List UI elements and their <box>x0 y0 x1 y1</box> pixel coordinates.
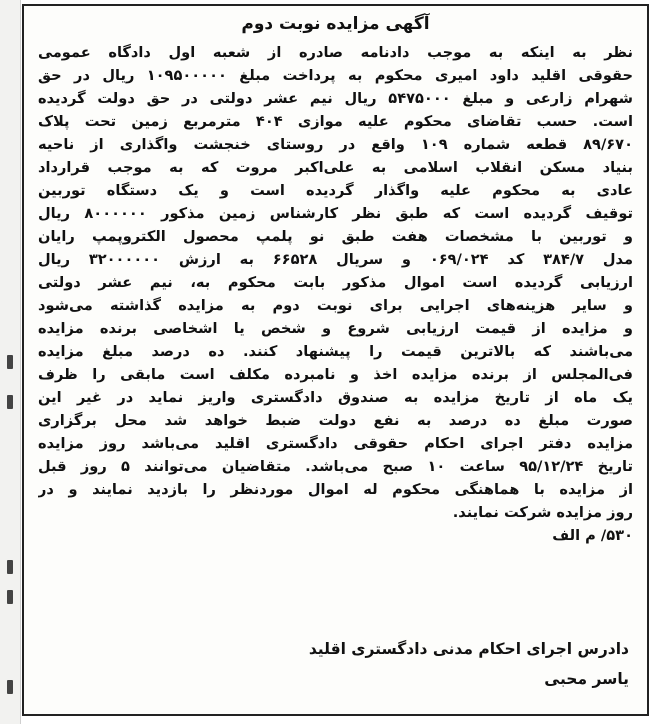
notice-line: و سایر هزینه‌های اجرایی برای نوبت دوم به مزایده گذاشته می‌شود <box>38 297 633 314</box>
signature-block <box>309 634 629 694</box>
edge-mark <box>7 680 13 694</box>
notice-line: از مزایده با هماهنگی محکوم له اموال موردنظر را بازدید نمایند و در <box>38 481 633 498</box>
edge-mark <box>7 560 13 574</box>
notice-body <box>38 41 633 547</box>
notice-line: است. حسب تقاضای محکوم علیه موازی ۴۰۴ مترمربع زمین تحت پلاک <box>38 113 633 130</box>
notice-line: نظر به اینکه به موجب دادنامه صادره از شعبه اول دادگاه عمومی <box>38 44 633 61</box>
edge-mark <box>7 355 13 369</box>
edge-mark <box>7 395 13 409</box>
signature-office: دادرس اجرای احکام مدنی دادگستری اقلید <box>308 640 629 658</box>
notice-line: روز مزایده شرکت نمایند. <box>452 504 633 521</box>
notice-title: آگهی مزایده نوبت دوم <box>241 14 430 34</box>
notice-line: فی‌المجلس از برنده مزایده اخذ و نامبرده مکلف است مابقی را ظرف <box>38 366 633 383</box>
notice-line: مزایده دفتر اجرای احکام حقوقی دادگستری اقلید می‌باشد روز مزایده <box>38 435 633 452</box>
notice-line: یک ماه از تاریخ مزایده به صندوق دادگستری واریز نماید در غیر این <box>38 389 633 406</box>
edge-mark <box>7 590 13 604</box>
notice-line: توقیف گردیده است که طبق نظر کارشناس زمین مذکور ۸۰۰۰۰۰۰ ریال <box>38 205 633 222</box>
notice-line: حقوقی اقلید داود امیری محکوم به پرداخت مبلغ ۱۰۹۵۰۰۰۰۰ ریال در حق <box>38 67 633 84</box>
reference-number: ۵۳۰/ م الف <box>552 527 633 544</box>
notice-line: صورت مبلغ ده درصد به نفع دولت ضبط خواهد شد محل برگزاری <box>38 412 633 429</box>
notice-line: بنیاد مسکن انقلاب اسلامی به علی‌اکبر مروت که به موجب قرارداد <box>38 159 633 176</box>
notice-line: عادی به محکوم علیه واگذار گردیده است و یک دستگاه توربین <box>38 182 633 199</box>
page-edge-strip <box>0 0 21 724</box>
notice-line: تاریخ ۹۵/۱۲/۲۴ ساعت ۱۰ صبح می‌باشد. متقاضیان می‌توانند ۵ روز قبل <box>38 458 633 475</box>
notice-line: ۸۹/۶۷۰ قطعه شماره ۱۰۹ واقع در روستای خنجشت واگذاری از ناحیه <box>38 136 633 153</box>
notice-line: می‌باشند که بالاترین قیمت را پیشنهاد کنند. ده درصد مبلغ مزایده <box>38 343 633 360</box>
notice-line: و توربین با مشخصات هفت طبق نو پلمپ محصول الکتروپمپ رایان <box>38 228 633 245</box>
notice-line: ارزیابی گردیده است اموال مذکور بابت محکوم به، نیم عشر دولتی <box>38 274 633 291</box>
notice-line: شهرام زارعی و مبلغ ۵۴۷۵۰۰۰ ریال نیم عشر دولتی در حق دولت گردیده <box>38 90 633 107</box>
notice-line: مدل ۳۸۴/۷ کد ۰۶۹/۰۲۴ و سریال ۶۶۵۲۸ به ارزش ۳۲۰۰۰۰۰۰ ریال <box>38 251 633 268</box>
notice-line: و مزایده از قیمت ارزیابی شروع و شخص یا اشخاصی برنده مزایده <box>38 320 633 337</box>
signature-name: یاسر محبی <box>544 670 629 688</box>
notice-frame <box>22 4 649 716</box>
